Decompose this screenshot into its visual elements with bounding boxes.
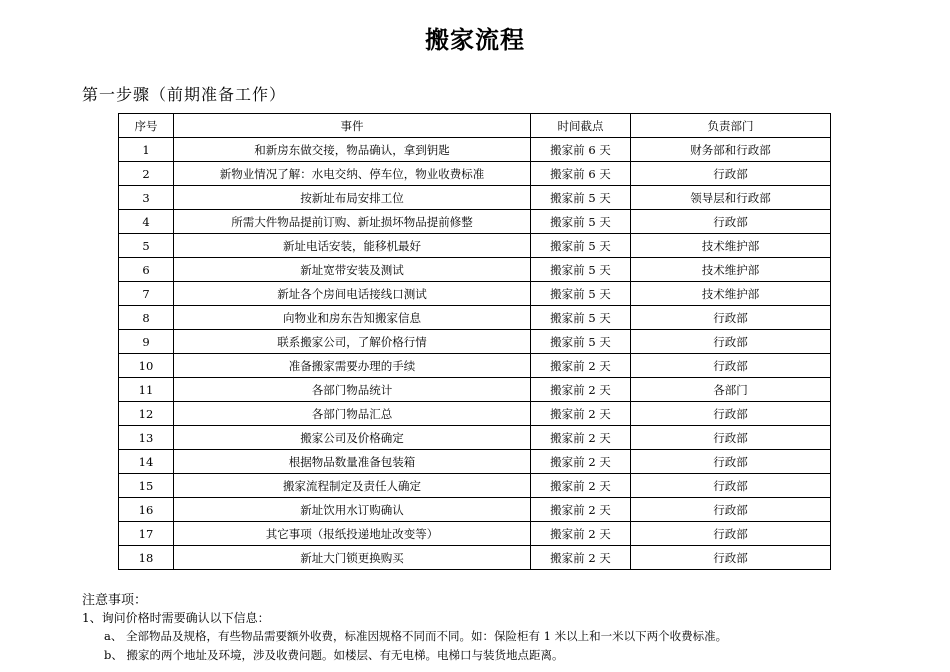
table-row (119, 234, 831, 258)
cell-event: 搬家公司及价格确定 (174, 426, 531, 450)
cell-index: 14 (119, 450, 174, 474)
cell-department: 行政部 (631, 474, 831, 498)
cell-department: 行政部 (631, 330, 831, 354)
cell-index: 6 (119, 258, 174, 282)
column-header-department: 负责部门 (631, 114, 831, 138)
cell-event: 新址各个房间电话接线口测试 (174, 282, 531, 306)
cell-deadline: 搬家前 2 天 (531, 450, 631, 474)
cell-department: 技术维护部 (631, 234, 831, 258)
cell-deadline: 搬家前 5 天 (531, 306, 631, 330)
cell-deadline: 搬家前 2 天 (531, 474, 631, 498)
table-row (119, 354, 831, 378)
cell-event: 新址宽带安装及测试 (174, 258, 531, 282)
cell-department: 各部门 (631, 378, 831, 402)
cell-index: 8 (119, 306, 174, 330)
cell-index: 10 (119, 354, 174, 378)
cell-index: 4 (119, 210, 174, 234)
cell-department: 行政部 (631, 522, 831, 546)
cell-event: 和新房东做交接，物品确认，拿到钥匙 (174, 138, 531, 162)
cell-deadline: 搬家前 6 天 (531, 162, 631, 186)
cell-event: 联系搬家公司，了解价格行情 (174, 330, 531, 354)
table-row (119, 138, 831, 162)
cell-event: 新址电话安装，能移机最好 (174, 234, 531, 258)
table-row (119, 522, 831, 546)
table-row (119, 258, 831, 282)
column-header-event: 事件 (174, 114, 531, 138)
note-item-1: 1、询问价格时需要确认以下信息： (82, 611, 270, 625)
cell-event: 搬家流程制定及责任人确定 (174, 474, 531, 498)
cell-deadline: 搬家前 5 天 (531, 258, 631, 282)
table-row (119, 330, 831, 354)
table-row (119, 426, 831, 450)
cell-event: 其它事项（报纸投递地址改变等） (174, 522, 531, 546)
note-sub-item-b: b、 搬家的两个地址及环境，涉及收费问题。如楼层、有无电梯。电梯口与装货地点距离。 (104, 648, 564, 662)
cell-department: 行政部 (631, 306, 831, 330)
cell-index: 18 (119, 546, 174, 570)
page-title: 搬家流程 (425, 26, 525, 54)
cell-department: 行政部 (631, 354, 831, 378)
table-row (119, 378, 831, 402)
table-row (119, 498, 831, 522)
cell-event: 各部门物品汇总 (174, 402, 531, 426)
cell-event: 按新址布局安排工位 (174, 186, 531, 210)
cell-department: 领导层和行政部 (631, 186, 831, 210)
cell-department: 行政部 (631, 546, 831, 570)
cell-department: 行政部 (631, 402, 831, 426)
table-row (119, 450, 831, 474)
cell-deadline: 搬家前 5 天 (531, 282, 631, 306)
cell-department: 技术维护部 (631, 258, 831, 282)
cell-deadline: 搬家前 2 天 (531, 546, 631, 570)
cell-deadline: 搬家前 2 天 (531, 354, 631, 378)
cell-index: 1 (119, 138, 174, 162)
cell-index: 12 (119, 402, 174, 426)
cell-deadline: 搬家前 2 天 (531, 498, 631, 522)
cell-department: 行政部 (631, 498, 831, 522)
cell-index: 7 (119, 282, 174, 306)
cell-department: 行政部 (631, 210, 831, 234)
cell-deadline: 搬家前 2 天 (531, 426, 631, 450)
cell-event: 准备搬家需要办理的手续 (174, 354, 531, 378)
cell-index: 15 (119, 474, 174, 498)
column-header-deadline: 时间截点 (531, 114, 631, 138)
table-header-row (119, 114, 831, 138)
table-row (119, 546, 831, 570)
cell-deadline: 搬家前 5 天 (531, 210, 631, 234)
cell-event: 新址大门锁更换购买 (174, 546, 531, 570)
cell-index: 3 (119, 186, 174, 210)
cell-event: 新址饮用水订购确认 (174, 498, 531, 522)
cell-deadline: 搬家前 5 天 (531, 330, 631, 354)
cell-deadline: 搬家前 5 天 (531, 234, 631, 258)
cell-deadline: 搬家前 6 天 (531, 138, 631, 162)
cell-event: 向物业和房东告知搬家信息 (174, 306, 531, 330)
column-header-index: 序号 (119, 114, 174, 138)
cell-index: 2 (119, 162, 174, 186)
table-row (119, 474, 831, 498)
process-table (118, 113, 831, 570)
cell-deadline: 搬家前 2 天 (531, 402, 631, 426)
cell-department: 行政部 (631, 162, 831, 186)
cell-index: 17 (119, 522, 174, 546)
step-heading: 第一步骤（前期准备工作） (82, 85, 287, 104)
cell-department: 财务部和行政部 (631, 138, 831, 162)
cell-deadline: 搬家前 2 天 (531, 378, 631, 402)
cell-index: 16 (119, 498, 174, 522)
note-sub-item-a: a、 全部物品及规格，有些物品需要额外收费，标准因规格不同而不同。如：保险柜有 1 米以上和一米以下两个收费标准。 (104, 629, 728, 643)
cell-department: 行政部 (631, 426, 831, 450)
cell-event: 各部门物品统计 (174, 378, 531, 402)
table-row (119, 210, 831, 234)
cell-event: 根据物品数量准备包装箱 (174, 450, 531, 474)
cell-event: 所需大件物品提前订购、新址损坏物品提前修整 (174, 210, 531, 234)
cell-deadline: 搬家前 5 天 (531, 186, 631, 210)
table-row (119, 306, 831, 330)
cell-index: 13 (119, 426, 174, 450)
cell-department: 行政部 (631, 450, 831, 474)
table-body (119, 138, 831, 570)
cell-index: 11 (119, 378, 174, 402)
cell-index: 5 (119, 234, 174, 258)
notes-heading: 注意事项： (82, 593, 148, 608)
table-row (119, 186, 831, 210)
cell-deadline: 搬家前 2 天 (531, 522, 631, 546)
cell-index: 9 (119, 330, 174, 354)
table-row (119, 402, 831, 426)
cell-event: 新物业情况了解：水电交纳、停车位，物业收费标准 (174, 162, 531, 186)
cell-department: 技术维护部 (631, 282, 831, 306)
table-row (119, 162, 831, 186)
table-row (119, 282, 831, 306)
